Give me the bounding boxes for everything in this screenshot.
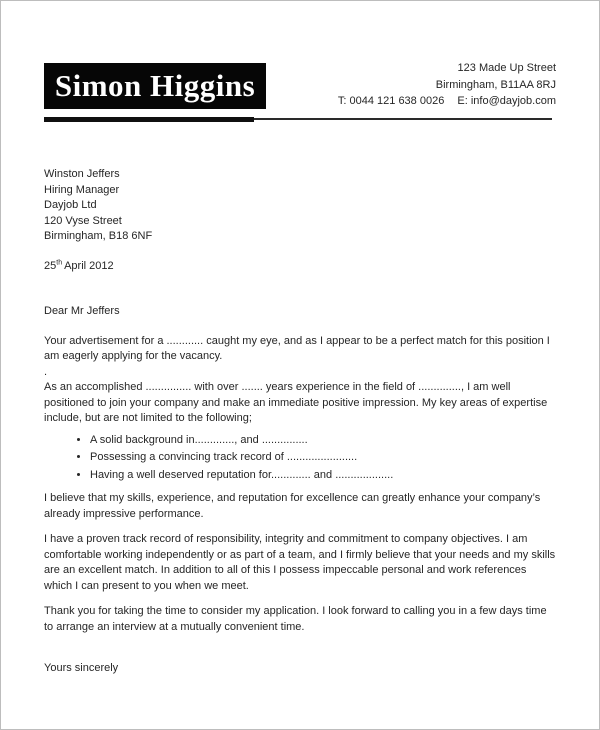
bullet-item: • Possessing a convincing track record of ....................... <box>90 450 556 466</box>
sender-address-block <box>338 60 556 110</box>
recipient-street: 120 Vyse Street <box>44 214 122 227</box>
closing-sign-off: Yours sincerely <box>44 662 119 674</box>
sender-phone: T: 0044 121 638 0026 <box>337 95 445 107</box>
salutation: Dear Mr Jeffers <box>44 305 120 317</box>
sender-address-line1: 123 Made Up Street <box>457 62 556 74</box>
recipient-name: Winston Jeffers <box>44 168 120 180</box>
sender-name-box <box>44 63 266 109</box>
sender-email: E: info@dayjob.com <box>457 95 556 107</box>
letterhead <box>44 63 556 109</box>
paragraph-thanks: Thank you for taking the time to consider my application. I look forward to calling you in a few days time to arrange an interview at a mutually convenient time. <box>44 605 547 633</box>
letter-body <box>1 167 599 677</box>
paragraph-track-record: I have a proven track record of responsibility, integrity and commitment to company objectives. I am comfortable working independently or as part of a team, and I firmly believe that your needs and my skills are an excellent match. In addition to all of this I possess impeccable personal and work references which I can present to you when we meet. <box>44 533 556 592</box>
recipient-job-title: Hiring Manager <box>44 183 120 196</box>
header-divider-thick-rule <box>44 117 254 122</box>
recipient-block <box>44 167 556 245</box>
stray-period: . <box>44 365 48 378</box>
sender-address-line2: Birmingham, B11AA 8RJ <box>435 78 556 91</box>
date-ordinal: th <box>56 258 63 266</box>
paragraph-expertise-intro: As an accomplished ............... with over ....... years experience in the field of .............., I am well positioned to join your company and make an immediate positive impression. My key areas of expertise include, but are not limited to the following; <box>44 381 548 424</box>
recipient-city: Birmingham, B18 6NF <box>44 230 153 242</box>
letter-date <box>44 259 556 275</box>
recipient-company: Dayjob Ltd <box>44 199 97 211</box>
header-divider <box>44 117 556 122</box>
date-month-year: April 2012 <box>64 259 114 272</box>
sender-contact-line <box>338 93 556 110</box>
bullet-item: • A solid background in............., and ............... <box>90 433 556 449</box>
expertise-bullet-list <box>44 433 556 484</box>
bullet-item: • Having a well deserved reputation for............. and ................... <box>90 468 556 484</box>
paragraph-skills: I believe that my skills, experience, and reputation for excellence can greatly enhance your company’s already impressive performance. <box>44 492 541 520</box>
paragraph-opening: Your advertisement for a ............ caught my eye, and as I appear to be a perfect match for this position I am eagerly applying for the vacancy. <box>44 334 550 362</box>
sender-name: Simon Higgins <box>54 68 256 103</box>
date-day: 25 <box>44 259 57 272</box>
